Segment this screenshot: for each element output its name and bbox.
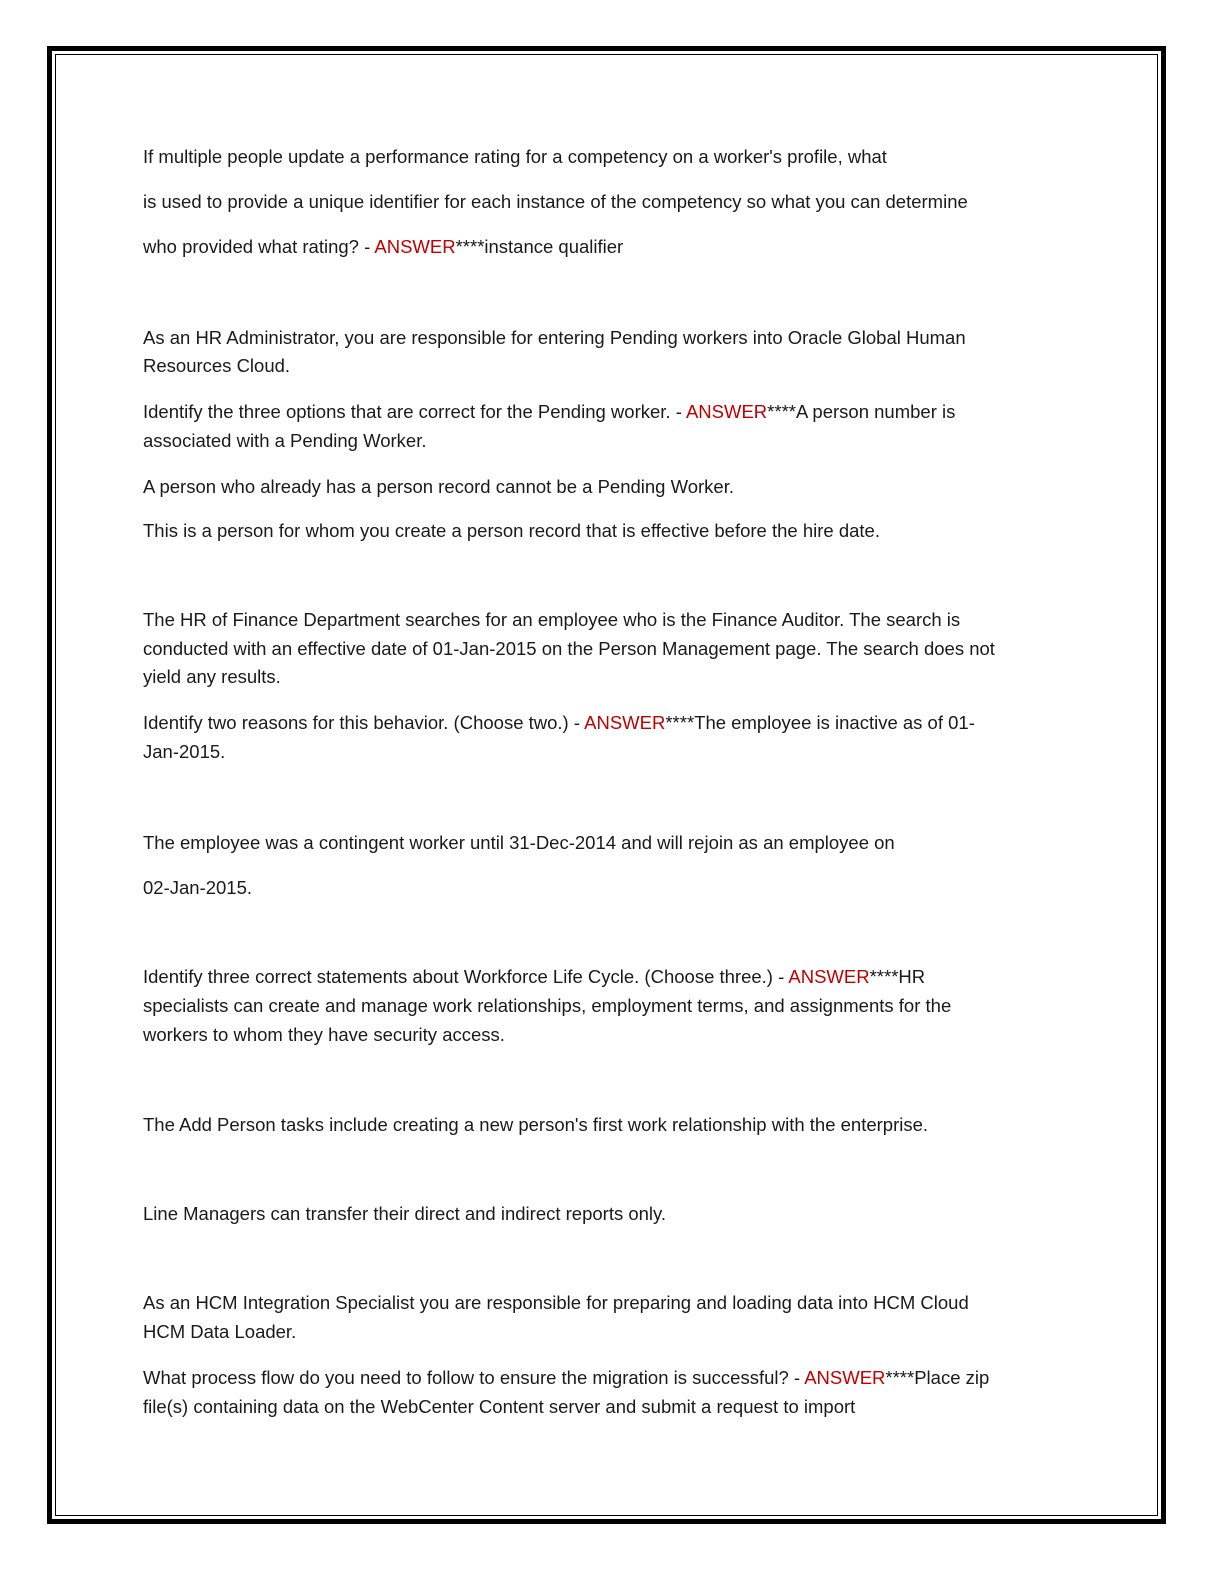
answer-text: ****The employee is inactive as of 01- xyxy=(665,712,975,733)
q5-intro-line: HCM Data Loader. xyxy=(143,1321,297,1342)
q2-answer-option: A person who already has a person record cannot be a Pending Worker. xyxy=(143,476,734,497)
q3-answer-continuation: Jan-2015. xyxy=(143,741,226,762)
q3-question-answer-line xyxy=(143,709,975,738)
q3-intro-line: yield any results. xyxy=(143,666,281,687)
question-text: Identify three correct statements about Workforce Life Cycle. (Choose three.) - xyxy=(143,966,789,987)
answer-label: ANSWER xyxy=(374,236,456,257)
q2-answer-option: This is a person for whom you create a person record that is effective before the hire date. xyxy=(143,520,880,541)
answer-label: ANSWER xyxy=(804,1367,886,1388)
question-text: Identify the three options that are correct for the Pending worker. - xyxy=(143,401,686,422)
q5-question-answer-line xyxy=(143,1364,989,1393)
answer-text: ****instance qualifier xyxy=(455,236,624,257)
question-text: who provided what rating? - xyxy=(143,236,375,257)
answer-label: ANSWER xyxy=(685,401,768,422)
q2-question-answer-line xyxy=(143,398,955,427)
answer-label: ANSWER xyxy=(788,966,870,987)
q1-question-line: If multiple people update a performance rating for a competency on a worker's profile, what xyxy=(143,146,887,167)
q4-question-answer-line xyxy=(143,963,925,992)
q3-intro-line: conducted with an effective date of 01-Jan-2015 on the Person Management page. The search does not xyxy=(143,638,995,659)
answer-text: ****A person number is xyxy=(767,401,956,422)
q1-question-answer-line xyxy=(143,233,623,262)
q2-intro-line: Resources Cloud. xyxy=(143,355,291,376)
q1-question-line: is used to provide a unique identifier for each instance of the competency so what you can determine xyxy=(143,191,968,212)
q4-answer-continuation: workers to whom they have security access. xyxy=(143,1024,505,1045)
answer-label: ANSWER xyxy=(584,712,666,733)
q5-intro-line: As an HCM Integration Specialist you are responsible for preparing and loading data into HCM Cloud xyxy=(143,1292,969,1313)
q2-intro-line: As an HR Administrator, you are responsible for entering Pending workers into Oracle Global Human xyxy=(143,327,966,348)
q4-answer-option: The Add Person tasks include creating a new person's first work relationship with the enterprise. xyxy=(143,1114,929,1135)
question-text: What process flow do you need to follow to ensure the migration is successful? - xyxy=(143,1367,805,1388)
q4-answer-option: Line Managers can transfer their direct and indirect reports only. xyxy=(143,1203,667,1224)
q5-answer-continuation: file(s) containing data on the WebCenter Content server and submit a request to import xyxy=(143,1396,856,1417)
answer-text: ****Place zip xyxy=(885,1367,990,1388)
q3-answer-option: The employee was a contingent worker until 31-Dec-2014 and will rejoin as an employee on xyxy=(143,832,895,853)
answer-text: ****HR xyxy=(869,966,926,987)
q3-answer-option: 02-Jan-2015. xyxy=(143,877,253,898)
q3-intro-line: The HR of Finance Department searches for an employee who is the Finance Auditor. The search is xyxy=(143,609,961,630)
q4-answer-continuation: specialists can create and manage work relationships, employment terms, and assignments for the xyxy=(143,995,952,1016)
question-text: Identify two reasons for this behavior. (Choose two.) - xyxy=(143,712,585,733)
q2-answer-continuation: associated with a Pending Worker. xyxy=(143,430,427,451)
